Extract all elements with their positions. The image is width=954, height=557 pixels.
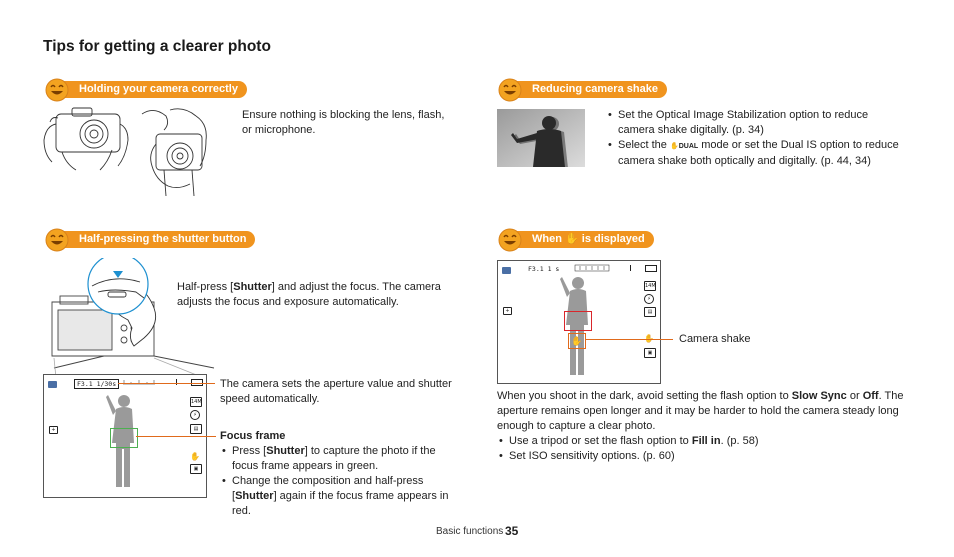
blurred-person-photo — [497, 109, 585, 167]
metering-icon: ▣ — [190, 464, 202, 474]
smiley-icon — [45, 228, 69, 252]
flash-icon: ⚡ — [644, 294, 654, 304]
focus-frame-heading: Focus frame — [220, 430, 286, 442]
osd-exposure-readout: F3.1 1 s — [528, 265, 560, 273]
dual-mode-icon: ✋DUAL — [669, 143, 699, 150]
focus-bullet-red: • Change the composition and half-press [Shutter] again if the focus frame appears in red. — [232, 474, 455, 519]
camera-screen-shake — [497, 260, 661, 384]
leader-line-aperture — [118, 383, 215, 384]
footer-section-label: Basic functions — [436, 526, 504, 537]
osd-exposure-readout: F3.1 1/30s — [74, 379, 119, 389]
tip-bullet-tripod: • Use a tripod or set the flash option to Fill in. (p. 58) — [509, 434, 909, 449]
shake-warning-icon: ✋ — [565, 233, 579, 245]
smiley-icon — [498, 78, 522, 102]
holding-camera-side-illustration — [140, 104, 220, 198]
camera-mode-icon — [502, 267, 511, 274]
shake-warning-indicator-icon: ✋ — [568, 333, 586, 349]
face-detect-icon: + — [49, 426, 58, 434]
ois-icon: ✋ — [190, 452, 200, 461]
focus-frame-green — [110, 428, 138, 448]
holding-camera-front-illustration — [42, 104, 132, 174]
quality-icon: ▤ — [644, 307, 656, 317]
dark-shooting-block — [497, 389, 909, 464]
flash-icon: ⚡ — [190, 410, 200, 420]
smiley-icon — [45, 78, 69, 102]
page-title: Tips for getting a clearer photo — [43, 38, 271, 55]
resolution-icon: 14M — [191, 399, 202, 405]
tip-bullet-iso: • Set ISO sensitivity options. (p. 60) — [509, 449, 909, 464]
focus-frame-red — [564, 311, 592, 331]
camera-back-illustration — [44, 258, 220, 378]
aperture-text: The camera sets the aperture value and shutter speed automatically. — [220, 378, 452, 405]
shot-count-icon — [630, 265, 631, 271]
leader-line-focus — [136, 436, 216, 437]
section-header-shake — [498, 78, 698, 98]
shake-bullets — [606, 108, 906, 169]
shake-bullet-ois: • Set the Optical Image Stabilization option to reduce camera shake digitally. (p. 34) — [618, 108, 906, 138]
camera-mode-icon — [48, 381, 57, 388]
metering-icon: ▣ — [644, 348, 656, 358]
quality-icon: ▤ — [190, 424, 202, 434]
face-detect-icon: + — [503, 307, 512, 315]
camera-shake-callout: Camera shake — [679, 333, 751, 345]
focus-frame-block — [220, 429, 455, 519]
section-title-holding: Holding your camera correctly — [57, 81, 247, 98]
shot-count-icon — [176, 379, 177, 385]
exposure-scale-icon — [122, 378, 156, 386]
smiley-icon — [498, 228, 522, 252]
dark-shooting-paragraph: When you shoot in the dark, avoid setting the flash option to Slow Sync or Off. The aperture remains open longer and it may be harder to hold the camera steady long enough to capture a clear photo. — [497, 390, 904, 432]
resolution-icon: 14M — [645, 283, 656, 289]
section-header-holding — [45, 78, 265, 98]
section-title-halfpress: Half-pressing the shutter button — [57, 231, 255, 248]
leader-line-shake — [585, 339, 673, 340]
section-header-displayed — [498, 228, 698, 248]
halfpress-instruction-text: Half-press [Shutter] and adjust the focus. The camera adjusts the focus and exposure automatically. — [177, 281, 441, 308]
focus-bullet-green: • Press [Shutter] to capture the photo if the focus frame appears in green. — [232, 444, 455, 474]
section-title-shake: Reducing camera shake — [510, 81, 667, 98]
holding-instruction-text: Ensure nothing is blocking the lens, flash, or microphone. — [242, 109, 445, 136]
section-header-halfpress — [45, 228, 275, 248]
page-number: 35 — [505, 524, 519, 538]
battery-icon — [645, 265, 657, 272]
section-title-displayed: When ✋ is displayed — [510, 231, 654, 248]
shake-bullet-dual: • Select the ✋DUAL mode or set the Dual IS option to reduce camera shake both optically and digitally. (p. 44, 34) — [618, 138, 906, 169]
